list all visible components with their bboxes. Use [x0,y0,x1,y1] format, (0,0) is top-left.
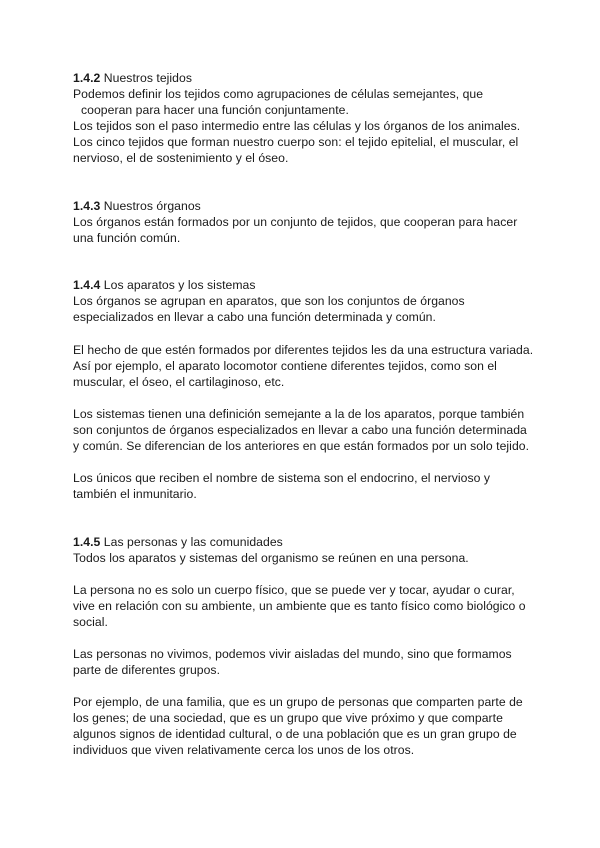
paragraph-line: nervioso, el de sostenimiento y el óseo. [73,151,289,165]
paragraph-line: también el inmunitario. [73,487,197,501]
section-title: Los aparatos y los sistemas [100,278,256,292]
section-number: 1.4.2 [73,71,101,85]
section-number: 1.4.5 [73,535,101,549]
paragraph-line: individuos que viven relativamente cerca los unos de los otros. [73,743,415,757]
paragraph-line: Podemos definir los tejidos como agrupaciones de células semejantes, que [73,87,484,101]
section-heading-1-4-2 [73,70,192,86]
paragraph-line: los genes; de una sociedad, que es un grupo que vive próximo y que comparte [73,711,503,725]
paragraph-line: Las personas no vivimos, podemos vivir aisladas del mundo, sino que formamos [73,647,512,661]
paragraph-line: Los cinco tejidos que forman nuestro cuerpo son: el tejido epitelial, el muscular, el [73,135,519,149]
paragraph-line: especializados en llevar a cabo una función determinada y común. [73,310,436,324]
paragraph-line: muscular, el óseo, el cartilaginoso, etc. [73,375,285,389]
section-heading-1-4-5 [73,534,283,550]
section-heading-1-4-3 [73,198,201,214]
paragraph-line: y común. Se diferencian de los anteriores en que están formados por un solo tejido. [73,439,530,453]
paragraph-line: Por ejemplo, de una familia, que es un grupo de personas que comparten parte de [73,695,523,709]
paragraph-line: social. [73,615,108,629]
paragraph-line: vive en relación con su ambiente, un ambiente que es tanto físico como biológico o [73,599,526,613]
paragraph-line: algunos signos de identidad cultural, o de una población que es un gran grupo de [73,727,517,741]
section-title: Las personas y las comunidades [100,535,283,549]
paragraph-line: Así por ejemplo, el aparato locomotor contiene diferentes tejidos, como son el [73,359,497,373]
paragraph-line: Los órganos se agrupan en aparatos, que son los conjuntos de órganos [73,294,465,308]
paragraph-line: Los órganos están formados por un conjunto de tejidos, que cooperan para hacer [73,215,518,229]
paragraph-line: La persona no es solo un cuerpo físico, que se puede ver y tocar, ayudar o curar, [73,583,515,597]
section-title: Nuestros órganos [100,199,201,213]
paragraph-line: Los únicos que reciben el nombre de sistema son el endocrino, el nervioso y [73,471,491,485]
section-number: 1.4.3 [73,199,101,213]
paragraph-line: Todos los aparatos y sistemas del organismo se reúnen en una persona. [73,551,469,565]
section-number: 1.4.4 [73,278,101,292]
paragraph-line: son conjuntos de órganos especializados en llevar a cabo una función determinada [73,423,527,437]
paragraph-line: Los tejidos son el paso intermedio entre las células y los órganos de los animales. [73,119,521,133]
section-title: Nuestros tejidos [100,71,192,85]
paragraph-line: cooperan para hacer una función conjuntamente. [81,103,349,117]
paragraph-line: parte de diferentes grupos. [73,663,221,677]
section-heading-1-4-4 [73,277,256,293]
paragraph-line: Los sistemas tienen una definición semejante a la de los aparatos, porque también [73,407,525,421]
paragraph-line: El hecho de que estén formados por diferentes tejidos les da una estructura variada. [73,343,534,357]
paragraph-line: una función común. [73,231,181,245]
